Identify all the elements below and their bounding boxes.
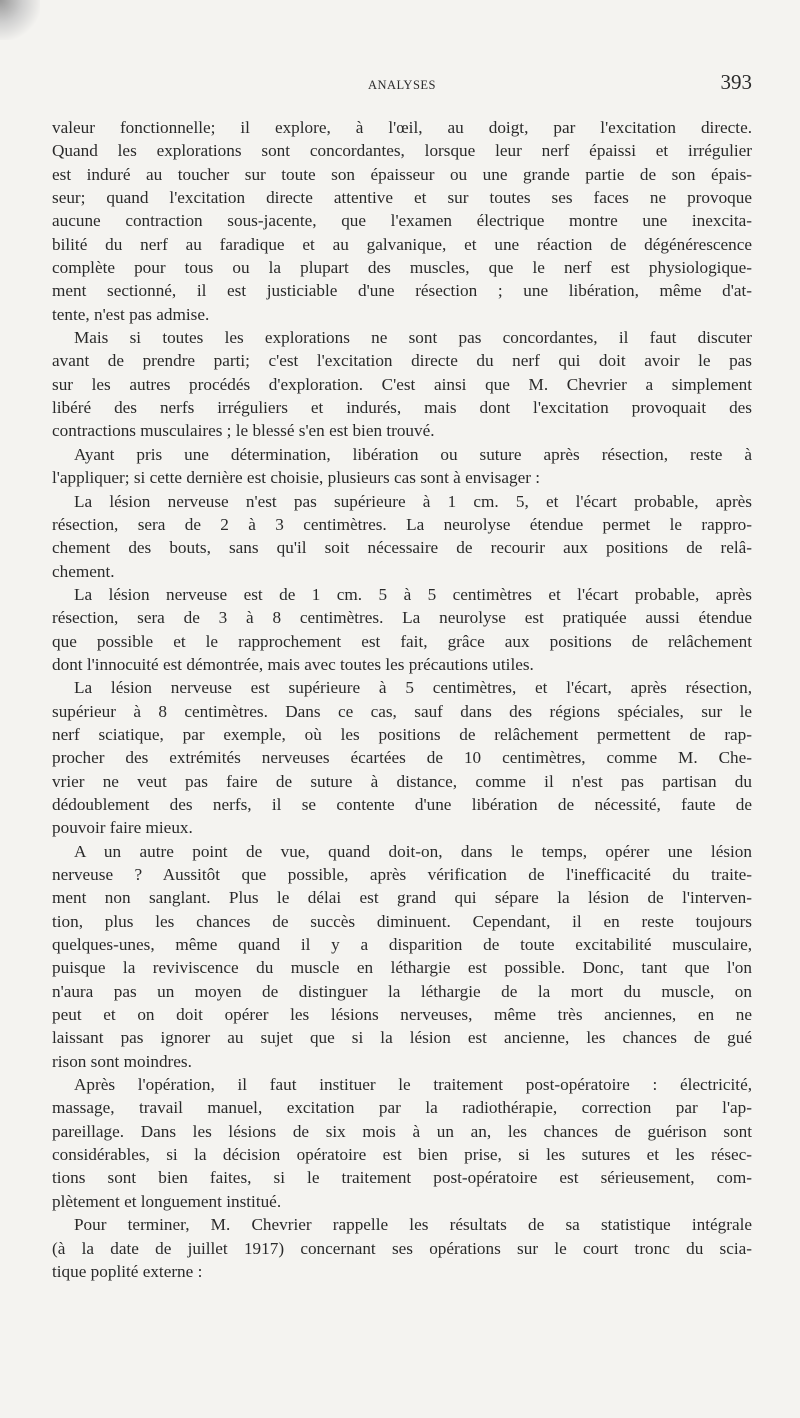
text-line: avant de prendre parti; c'est l'excitation directe du nerf qui doit avoir le pas [52,351,752,371]
text-line: procher des extrémités nerveuses écartées de 10 centimètres, comme M. Che- [52,748,752,768]
text-line: complète pour tous ou la plupart des muscles, que le nerf est physiologique- [52,258,752,278]
paragraph [52,326,752,443]
text-line: valeur fonctionnelle; il explore, à l'œil, au doigt, par l'excitation directe. [52,118,752,137]
text-line: tente, n'est pas admise. [52,304,210,324]
text-line: nerveuse ? Aussitôt que possible, après vérification de l'inefficacité du traite- [52,865,752,884]
text-line: contractions musculaires ; le blessé s'en est bien trouvé. [52,421,435,441]
text-line: Après l'opération, il faut instituer le traitement post-opératoire : électricité, [74,1075,752,1095]
text-line: aucune contraction sous-jacente, que l'examen électrique montre une inexcita- [52,211,752,231]
text-line: est induré au toucher sur toute son épaisseur ou une grande partie de son épais- [52,164,752,184]
paragraph [52,840,752,1073]
text-line: chement des bouts, sans qu'il soit nécessaire de recourir aux positions de relâ- [52,538,752,558]
text-line: que possible et le rapprochement est fait, grâce aux positions de relâchement [52,631,752,651]
text-line: tion, plus les chances de succès diminuent. Cependant, il en reste toujours [52,911,752,931]
text-line: plètement et longuement institué. [52,1191,282,1211]
text-line: rison sont moindres. [52,1051,192,1071]
paragraph [52,116,752,326]
text-line: Pour terminer, M. Chevrier rappelle les résultats de sa statistique intégrale [74,1215,752,1235]
text-line: libéré des nerfs irréguliers et indurés, mais dont l'excitation provoquait des [52,398,752,418]
text-line: pouvoir faire mieux. [52,818,193,838]
paragraph [52,676,752,839]
text-line: Mais si toutes les explorations ne sont pas concordantes, il faut discuter [74,328,752,348]
text-line: résection, sera de 2 à 3 centimètres. La neurolyse étendue permet le rappro- [52,514,752,534]
text-line: supérieur à 8 centimètres. Dans ce cas, sauf dans des régions spéciales, sur le [52,701,752,721]
text-line: considérables, si la décision opératoire est bien prise, si les sutures et les résec- [52,1145,752,1165]
text-line: nerf sciatique, par exemple, où les positions de relâchement permettent de rap- [52,724,752,744]
text-line: sur les autres procédés d'exploration. C'est ainsi que M. Chevrier a simplement [52,374,752,394]
text-line: ment non sanglant. Plus le délai est grand qui sépare la lésion de l'interven- [52,888,752,908]
text-line: puisque la reviviscence du muscle en léthargie est possible. Donc, tant que l'on [52,958,752,978]
text-line: massage, travail manuel, excitation par la radiothérapie, correction par l'ap- [52,1098,752,1118]
text-line: laissant pas ignorer au sujet que si la lésion est ancienne, les chances de gué [52,1028,752,1048]
text-line: pareillage. Dans les lésions de six mois à un an, les chances de guérison sont [52,1121,752,1141]
text-line: tions sont bien faites, si le traitement post-opératoire est sérieusement, com- [52,1168,752,1188]
page-body [52,116,752,1283]
text-line: seur; quand l'excitation directe attentive et sur toutes ses faces ne provoque [52,188,752,208]
text-line: quelques-unes, même quand il y a disparition de toute excitabilité musculaire, [52,935,752,955]
text-line: résection, sera de 3 à 8 centimètres. La neurolyse est pratiquée aussi étendue [52,608,752,628]
text-line: Quand les explorations sont concordantes, lorsque leur nerf épaissi et irrégulier [52,141,752,161]
text-line: (à la date de juillet 1917) concernant ses opérations sur le court tronc du scia- [52,1238,752,1258]
page-header [52,70,752,100]
page-number: 393 [720,70,752,94]
running-title: ANALYSES [367,78,437,92]
text-line: La lésion nerveuse est supérieure à 5 centimètres, et l'écart, après résection, [74,678,752,698]
text-line: Ayant pris une détermination, libération ou suture après résection, reste à [74,444,752,464]
text-line: n'aura pas un moyen de distinguer la léthargie de la mort du muscle, on [52,981,752,1001]
text-line: vrier ne veut pas faire de suture à distance, comme il n'est pas partisan du [52,771,752,791]
text-line: peut et on doit opérer les lésions nerveuses, même très anciennes, en ne [52,1005,752,1025]
text-line: ment sectionné, il est justiciable d'une résection ; une libération, même d'at- [52,281,752,301]
text-line: dédoublement des nerfs, il se contente d'une libération de nécessité, faute de [52,794,752,814]
text-line: La lésion nerveuse est de 1 cm. 5 à 5 centimètres et l'écart probable, après [74,584,752,604]
paragraph [52,583,752,676]
paragraph [52,490,752,583]
text-line: dont l'innocuité est démontrée, mais avec toutes les précautions utiles. [52,654,534,674]
paragraph [52,1213,752,1283]
text-line: l'appliquer; si cette dernière est choisie, plusieurs cas sont à envisager : [52,468,541,488]
paragraph [52,443,752,490]
text-line: chement. [52,561,115,581]
text-line: tique poplité externe : [52,1261,203,1281]
text-line: bilité du nerf au faradique et au galvanique, et une réaction de dégénérescence [52,234,752,254]
paragraph [52,1073,752,1213]
text-line: La lésion nerveuse n'est pas supérieure à 1 cm. 5, et l'écart probable, après [74,491,752,511]
text-line: A un autre point de vue, quand doit-on, dans le temps, opérer une lésion [74,841,752,861]
scan-edge-shadow [0,0,40,40]
